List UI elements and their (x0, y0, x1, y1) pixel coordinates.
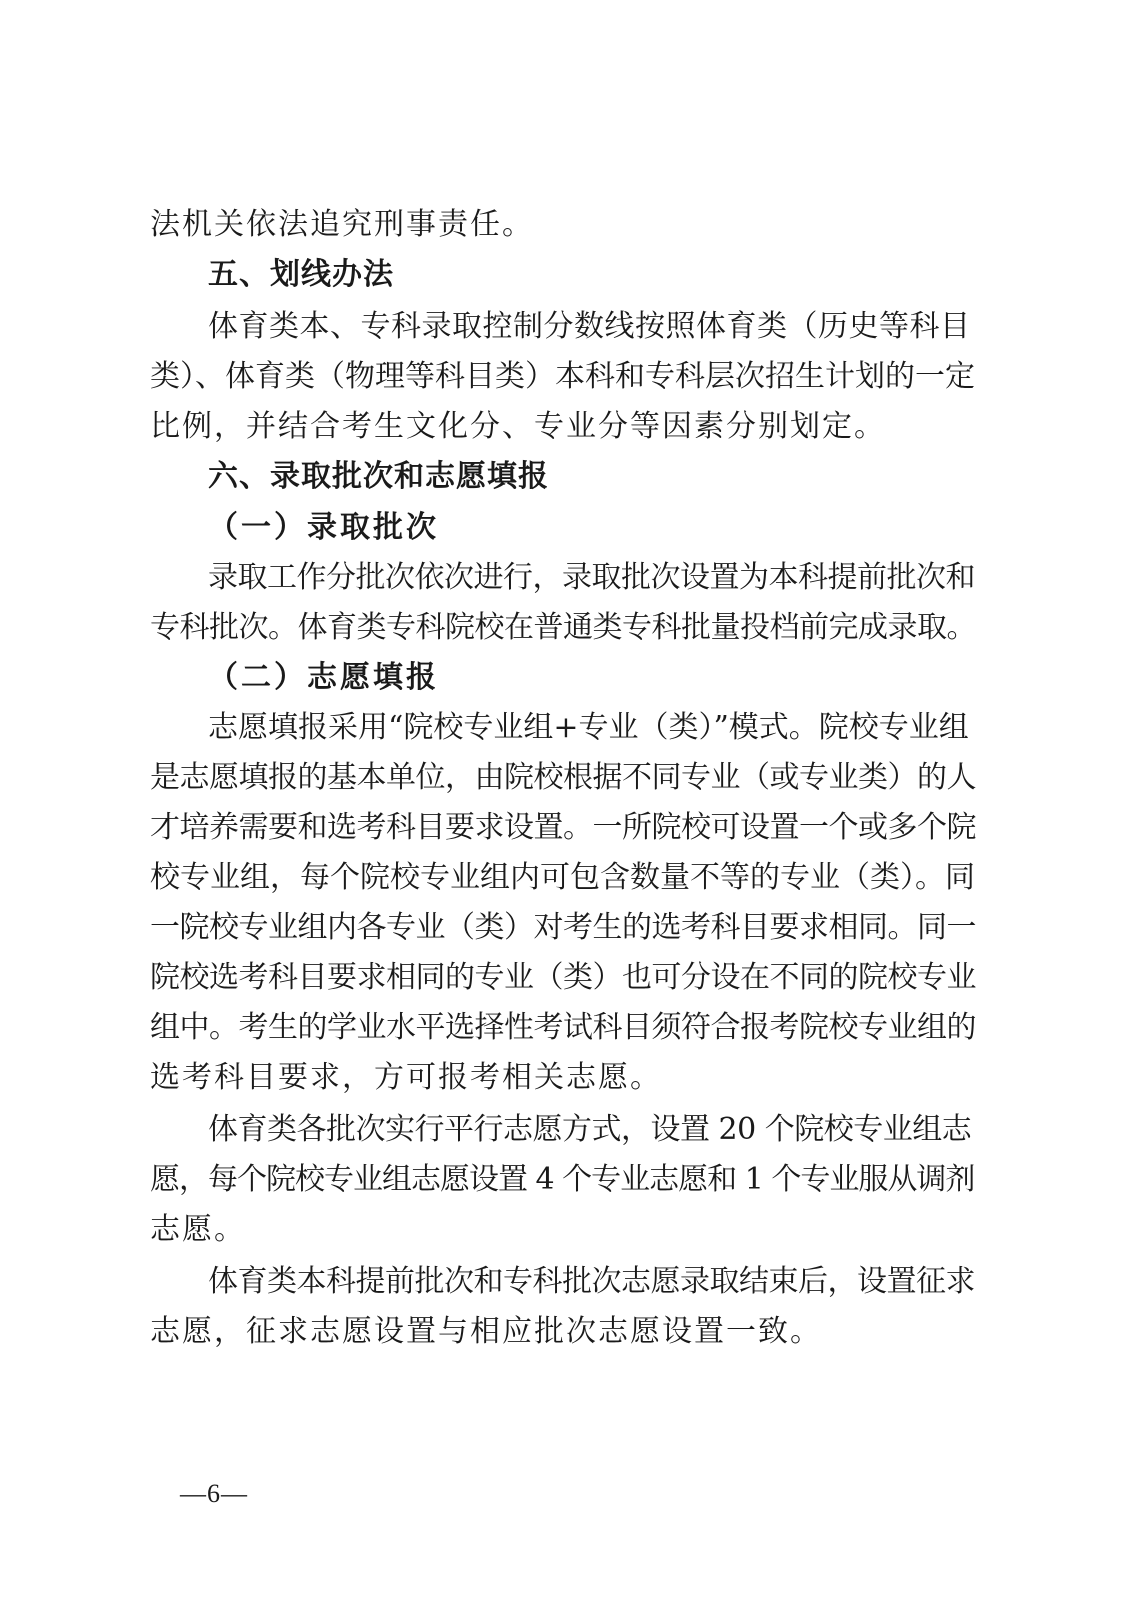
text-line: 类）、体育类（物理等科目类）本科和专科层次招生计划的一定 (150, 359, 975, 394)
text-line: 比例，并结合考生文化分、专业分等因素分别划定。 (150, 409, 886, 444)
section-heading-5: 五、划线办法 (208, 257, 394, 292)
subsection-heading-2: （二）志愿填报 (208, 660, 439, 695)
text-line: 愿，每个院校专业组志愿设置 4 个专业志愿和 1 个专业服从调剂 (150, 1162, 975, 1197)
text-line: 体育类本科提前批次和专科批次志愿录取结束后，设置征求 (208, 1264, 975, 1299)
text-line: 志愿填报采用“院校专业组+专业（类）”模式。院校专业组 (208, 710, 969, 745)
text-line: 一院校专业组内各专业（类）对考生的选考科目要求相同。同一 (150, 910, 976, 945)
text-line: 体育类各批次实行平行志愿方式，设置 20 个院校专业组志 (208, 1112, 972, 1147)
text-line: 校专业组，每个院校专业组内可包含数量不等的专业（类）。同 (150, 860, 975, 895)
subsection-heading-1: （一）录取批次 (208, 510, 439, 545)
text-line: 专科批次。体育类专科院校在普通类专科批量投档前完成录取。 (150, 610, 976, 645)
page-number: —6— (180, 1479, 248, 1508)
text-line: 组中。考生的学业水平选择性考试科目须符合报考院校专业组的 (150, 1010, 976, 1045)
text-line: 录取工作分批次依次进行，录取批次设置为本科提前批次和 (208, 560, 975, 595)
text-line: 是志愿填报的基本单位，由院校根据不同专业（或专业类）的人 (150, 760, 976, 795)
section-heading-6: 六、录取批次和志愿填报 (208, 459, 549, 494)
text-line: 法机关依法追究刑事责任。 (150, 207, 534, 242)
text-line: 体育类本、专科录取控制分数线按照体育类（历史等科目 (208, 309, 971, 344)
text-line: 志愿，征求志愿设置与相应批次志愿设置一致。 (150, 1314, 822, 1349)
text-line: 志愿。 (150, 1212, 246, 1247)
text-line: 院校选考科目要求相同的专业（类）也可分设在不同的院校专业 (150, 960, 976, 995)
text-line: 选考科目要求，方可报考相关志愿。 (150, 1060, 662, 1095)
text-line: 才培养需要和选考科目要求设置。一所院校可设置一个或多个院 (150, 810, 976, 845)
